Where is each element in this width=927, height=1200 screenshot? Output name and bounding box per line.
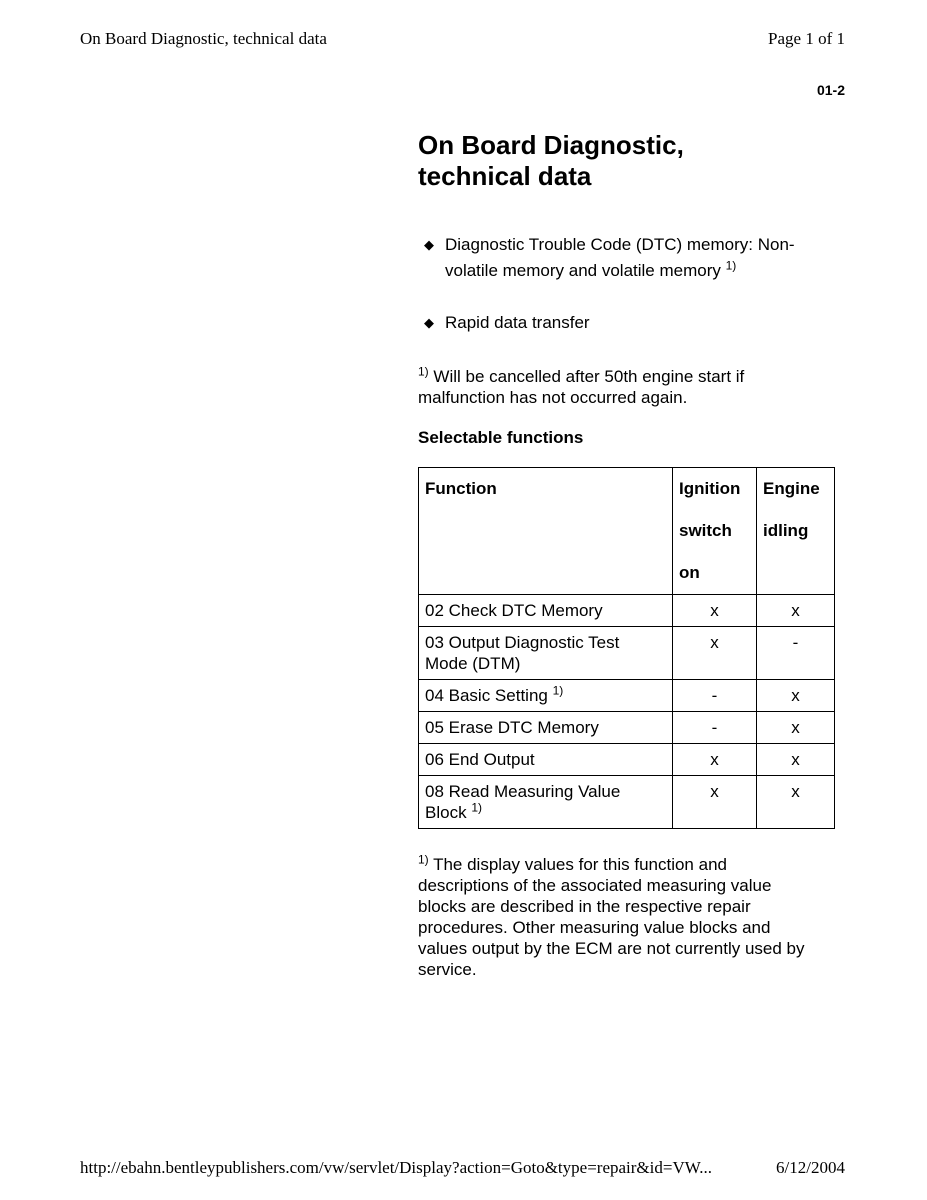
table-row: [419, 680, 835, 712]
header-ignition-line-1: Ignition: [679, 479, 741, 498]
function-cell: [419, 627, 673, 680]
function-name: 06 End Output: [425, 750, 535, 769]
header-ignition-line-3: on: [679, 563, 700, 582]
header-engine-idling: [757, 468, 835, 595]
header-ignition-switch-on: [673, 468, 757, 595]
table-row: [419, 595, 835, 627]
diamond-bullet-icon: ◆: [424, 315, 434, 330]
section-code: 01-2: [816, 82, 845, 98]
page-title-line-2: technical data: [418, 161, 592, 191]
function-cell: [419, 712, 673, 744]
header-engine-line-1: Engine: [763, 479, 820, 498]
function-cell: [419, 744, 673, 776]
page-title-line-1: On Board Diagnostic,: [418, 130, 684, 160]
function-name: 03 Output Diagnostic Test Mode (DTM): [425, 633, 620, 673]
footnote-text: Will be cancelled after 50th engine start if malfunction has not occurred again.: [418, 367, 745, 407]
footnote-ref: 1): [418, 852, 429, 867]
ignition-cell: x: [673, 776, 757, 829]
table-row: [419, 776, 835, 829]
rapid-data-text: Rapid data transfer: [445, 313, 590, 332]
print-header-page-number: Page 1 of 1: [768, 29, 845, 48]
footnote-ref: 1): [725, 258, 737, 273]
table-header-row: [419, 468, 835, 595]
engine-cell: x: [757, 744, 835, 776]
document-content: [418, 130, 838, 997]
footnote-engine-start: [418, 366, 798, 408]
engine-cell: x: [757, 595, 835, 627]
engine-cell: -: [757, 627, 835, 680]
ignition-cell: x: [673, 627, 757, 680]
section-heading-selectable-functions: Selectable functions: [418, 428, 584, 447]
footnote-display-values: [418, 854, 818, 980]
ignition-cell: x: [673, 744, 757, 776]
list-item-dtc-memory: [418, 232, 825, 284]
ignition-cell: -: [673, 680, 757, 712]
ignition-cell: x: [673, 595, 757, 627]
engine-cell: x: [757, 776, 835, 829]
diamond-bullet-icon: ◆: [424, 237, 434, 252]
footnote-ref: 1): [552, 683, 564, 698]
function-cell: [419, 680, 673, 712]
function-name: 02 Check DTC Memory: [425, 601, 603, 620]
function-name: 08 Read Measuring Value Block: [425, 782, 621, 822]
functions-table: [418, 467, 835, 829]
footnote-ref: 1): [471, 800, 482, 815]
list-item-rapid-data-transfer: [418, 310, 838, 336]
feature-list: [418, 232, 838, 336]
dtc-memory-text: Diagnostic Trouble Code (DTC) memory: Non-volatile memory and volatile memory: [445, 235, 795, 280]
print-footer-url: http://ebahn.bentleypublishers.com/vw/servlet/Display?action=Goto&type=repair&id=VW...: [80, 1158, 712, 1177]
table-row: [419, 627, 835, 680]
table-row: [419, 744, 835, 776]
header-engine-line-2: idling: [763, 521, 809, 540]
engine-cell: x: [757, 712, 835, 744]
table-row: [419, 712, 835, 744]
header-function: Function: [419, 468, 673, 595]
page-title: [418, 130, 838, 192]
footnote-text: The display values for this function and descriptions of the associated measuring value blocks are described in the respective repair procedures. Other measuring value blocks and values output by the ECM are not currently used by service.: [418, 855, 805, 979]
header-ignition-line-2: switch: [679, 521, 732, 540]
engine-cell: x: [757, 680, 835, 712]
function-name: 05 Erase DTC Memory: [425, 718, 599, 737]
function-cell: [419, 776, 673, 829]
print-footer-date: 6/12/2004: [776, 1158, 845, 1177]
ignition-cell: -: [673, 712, 757, 744]
function-cell: [419, 595, 673, 627]
function-name: 04 Basic Setting: [425, 686, 548, 705]
footnote-ref: 1): [418, 364, 429, 379]
print-header-title: On Board Diagnostic, technical data: [80, 29, 327, 48]
